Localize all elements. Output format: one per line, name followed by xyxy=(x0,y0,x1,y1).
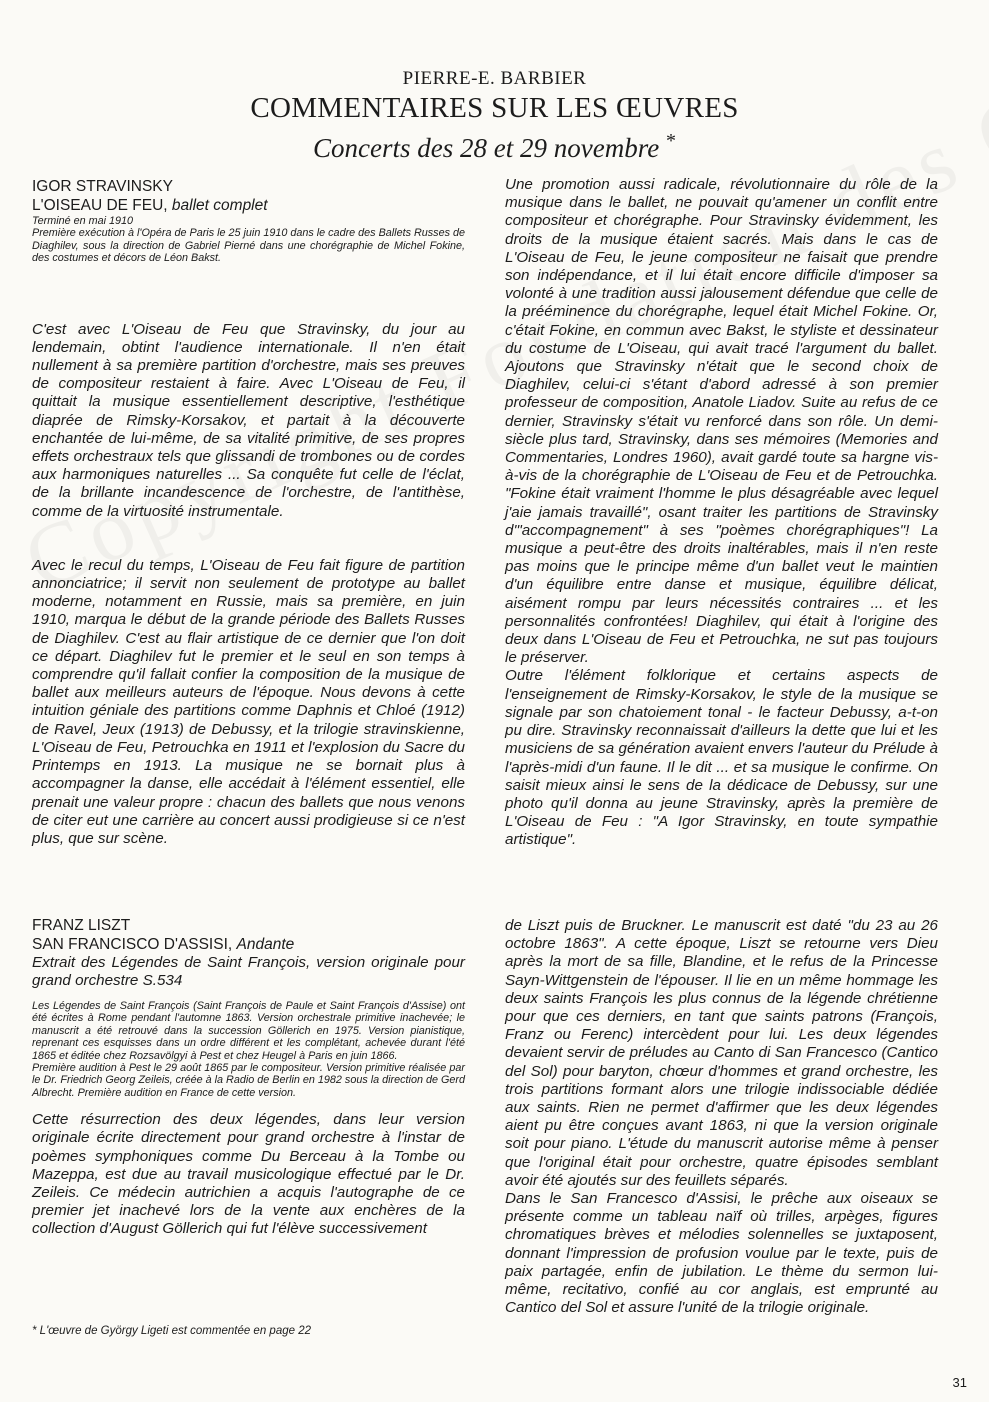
stravinsky-paragraph-1: C'est avec L'Oiseau de Feu que Stravinsky, du jour au lendemain, obtint l'audience internationale. Il n'en était nullement à sa première partition d'orchestre, mais ses preuves de compositeur restaient à faire. Avec L'Oiseau de Feu, il quittait la musique essentiellement descriptive, l'esthétique diaprée de Rimsky-Korsakov, et partait à la découverte enchantée de lui-même, de sa vitalité primitive, de ses propres effets orchestraux tels que glissandi de trombones ou de cordes aux harmoniques naturelles ... Sa conquête fut celle de l'éclat, de la brillante incandescence de l'orchestre, de l'antithèse, comme de la virtuosité instrumentale. xyxy=(32,320,465,520)
stravinsky-paragraph-3: Une promotion aussi radicale, révolutionnaire du rôle de la musique dans le ballet, ne pouvait qu'amener un conflit entre compositeur et chorégraphe. Pour Stravinsky évidemment, les droits de la musique étaient sacrés. Mais dans le cas de L'Oiseau de Feu, le jeune compositeur ne faisait que prendre son indépendance, et il lui était encore difficile d'imposer sa volonté à une tradition aussi jalousement défendue que celle de la prééminence du chorégraphe, lequel était Michel Fokine. Or, c'était Fokine, en commun avec Bakst, le styliste et dessinateur du costume de L'Oiseau, qui avait tracé l'argument du ballet. Ajoutons que Stravinsky n'était que le second choix de Diaghilev, celui-ci s'étant d'abord adressé à son premier professeur de composition, Anatole Liadov. Suite au refus de ce dernier, Stravinsky s'était vu renforcé dans son rôle. Un demi-siècle plus tard, Stravinsky, dans ses mémoires (Memories and Commentaries, Londres 1960), avait gardé toute sa hargne vis-à-vis de la chorégraphie de L'Oiseau de Feu et de Petrouchka. "Fokine était vraiment l'homme le plus désagréable avec lequel j'aie jamais travaillé", osant traiter les partitions de Stravinsky d'"accompagnement" à ses "poèmes chorégraphiques"! La musique a peut-être des droits inaltérables, mais il n'en reste pas moins que le principe même d'un ballet veut le maintien d'un équilibre entre danse et musique, équilibre délicat, aisément rompu par leurs nécessités contraires ... et les personnalités confrontées! Diaghilev, qui était à l'origine des deux dans L'Oiseau de Feu et Petrouchka, ne sut pas toujours le préserver. xyxy=(505,176,938,667)
liszt-note-premiere: Première audition à Pest le 29 août 1865 par le compositeur. Version primitive réalisée par le Dr. Friedrich Georg Zeileis, créée à la Radio de Berlin en 1982 sous la direction de Gerd Albrecht. Première audition en France de cette version. xyxy=(32,1062,465,1099)
page-number: 31 xyxy=(952,1375,967,1390)
stravinsky-work-title xyxy=(32,196,465,215)
stravinsky-paragraph-2: Avec le recul du temps, L'Oiseau de Feu fait figure de partition annonciatrice; il servit non seulement de prototype au ballet moderne, notamment en Russie, mais sa première, en juin 1910, marqua le début de la grande période des Ballets Russes de Diaghilev. C'est au flair artistique de ce dernier que l'on doit ce départ. Diaghilev fut le premier et le seul en son temps à comprendre qu'il fallait confier la composition de la musique de ballet aux meilleurs auteurs de l'époque. Nous devons à cette intuition géniale des partitions comme Daphnis et Chloé (1912) de Ravel, Jeux (1913) de Debussy, et la trilogie stravinskienne, L'Oiseau de Feu, Petrouchka en 1911 et l'explosion du Sacre du Printemps en 1913. La musique ne se bornait plus à accompagner la danse, elle accédait à l'élément essentiel, elle prenait une valeur propre : chacun des ballets que nous venons de citer eut une carrière au concert aussi prodigieuse si ce n'est plus, que sur scène. xyxy=(32,556,465,847)
liszt-paragraph-3: Dans le San Francesco d'Assisi, le prêche aux oiseaux se présente comme un tableau naïf où trilles, arpèges, figures chromatiques brèves et mélodies solennelles se juxtaposent, donnant l'impression de profusion voulue par le texte, puis de paix partagée, enfin de jubilation. Le thème du sermon lui-même, recitativo, confié au cor anglais, est emprunté au Cantico del Sol et assure l'unité de la trilogie originale. xyxy=(505,1190,938,1317)
article-author: PIERRE-E. BARBIER xyxy=(402,68,587,89)
page-footnote: * L'œuvre de György Ligeti est commentée en page 22 xyxy=(32,1325,311,1337)
liszt-work-title xyxy=(32,935,465,954)
liszt-right-column xyxy=(505,917,938,1317)
liszt-composer: FRANZ LISZT xyxy=(32,917,131,934)
stravinsky-left-column xyxy=(32,177,465,848)
page-header xyxy=(0,66,989,164)
liszt-paragraph-1: Cette résurrection des deux légendes, dans leur version originale écrite directement pour grand orchestre à l'instar de poèmes symphoniques comme Du Berceau à la Tombe ou Mazeppa, est due au travail musicologique effectué par le Dr. Zeileis. Ce médecin autrichien a acquis l'autographe de ce premier jet inachevé lors de la vente aux enchères de la collection d'August Göllerich qui fut l'élève successivement xyxy=(32,1111,465,1238)
stravinsky-note-premiere: Première exécution à l'Opéra de Paris le 25 juin 1910 dans le cadre des Ballets Russes de Diaghilev, sous la direction de Gabriel Pierné dans une chorégraphie de Michel Fokine, des costumes et décors de Léon Bakst. xyxy=(32,227,465,265)
page-title: COMMENTAIRES SUR LES ŒUVRES xyxy=(250,92,739,124)
liszt-left-column xyxy=(32,916,465,1239)
page-subtitle xyxy=(0,125,989,164)
liszt-work-name: SAN FRANCISCO D'ASSISI, xyxy=(32,936,233,953)
stravinsky-right-column xyxy=(505,176,938,850)
subtitle-footnote-mark: * xyxy=(665,130,676,152)
liszt-work-subtitle: Extrait des Légendes de Saint François, version originale pour grand orchestre S.534 xyxy=(32,954,465,989)
stravinsky-work-detail: ballet complet xyxy=(171,197,268,214)
liszt-paragraph-2: de Liszt puis de Bruckner. Le manuscrit est daté "du 23 au 26 octobre 1863". A cette époque, Liszt se retourne vers Dieu après la mort de sa fille, Blandine, et le refus de la Princesse Sayn-Wittgenstein de l'épouser. Il lie en un même hommage les deux saints François les plus connus de la légende chrétienne pour que ces derniers, en tant que saints patrons (François, Franz ou Ferenc) intercèdent pour lui. Les deux légendes devaient servir de préludes au Canto di San Francesco (Cantico del Sol) pour baryton, chœur d'hommes et grand orchestre, les trois partitions formant alors une trilogie indissociable dédiée aux saints. Rien ne permet d'affirmer que les deux légendes aient pu être conçues avant 1863, ni que la version originale soit pour piano. L'étude du manuscrit autorise même à penser que l'original était pour orchestre, quatre épisodes semblant avoir été ajoutés sur des feuillets séparés. xyxy=(505,917,938,1189)
stravinsky-composer: IGOR STRAVINSKY xyxy=(32,178,173,195)
stravinsky-work-name: L'OISEAU DE FEU, xyxy=(32,197,168,214)
stravinsky-note-date: Terminé en mai 1910 xyxy=(32,215,134,227)
stravinsky-paragraph-4: Outre l'élément folklorique et certains aspects de l'enseignement de Rimsky-Korsakov, le style de la musique se signale par son chatoiement tonal - le facteur Debussy, a-t-on pu dire. Stravinsky reconnaissait d'ailleurs la dette que lui et les musiciens de sa génération avaient envers l'auteur du Prélude à l'après-midi d'un faune. Il le dit ... et sa musique le confirme. On saisit mieux ainsi le sens de la dédicace de Debussy, sur une photo qu'il donna au jeune Stravinsky, après la première de L'Oiseau de Feu : "A Igor Stravinsky, en toute sympathie artistique". xyxy=(505,667,938,849)
subtitle-text: Concerts des 28 et 29 novembre xyxy=(313,133,660,163)
liszt-work-detail: Andante xyxy=(236,936,295,953)
liszt-note-history: Les Légendes de Saint François (Saint François de Paule et Saint François d'Assise) ont été écrites à Rome pendant l'automne 1863. Version orchestrale primitive inachevée; le manuscrit a été retrouvé dans la succession Göllerich en 1975. Version pianistique, reprenant ces esquisses dans un ordre différent et les complétant, achevée durant l'été 1865 et éditée chez Rozsavölgyi à Pest et chez Heugel à Paris en juin 1866. xyxy=(32,1000,465,1062)
